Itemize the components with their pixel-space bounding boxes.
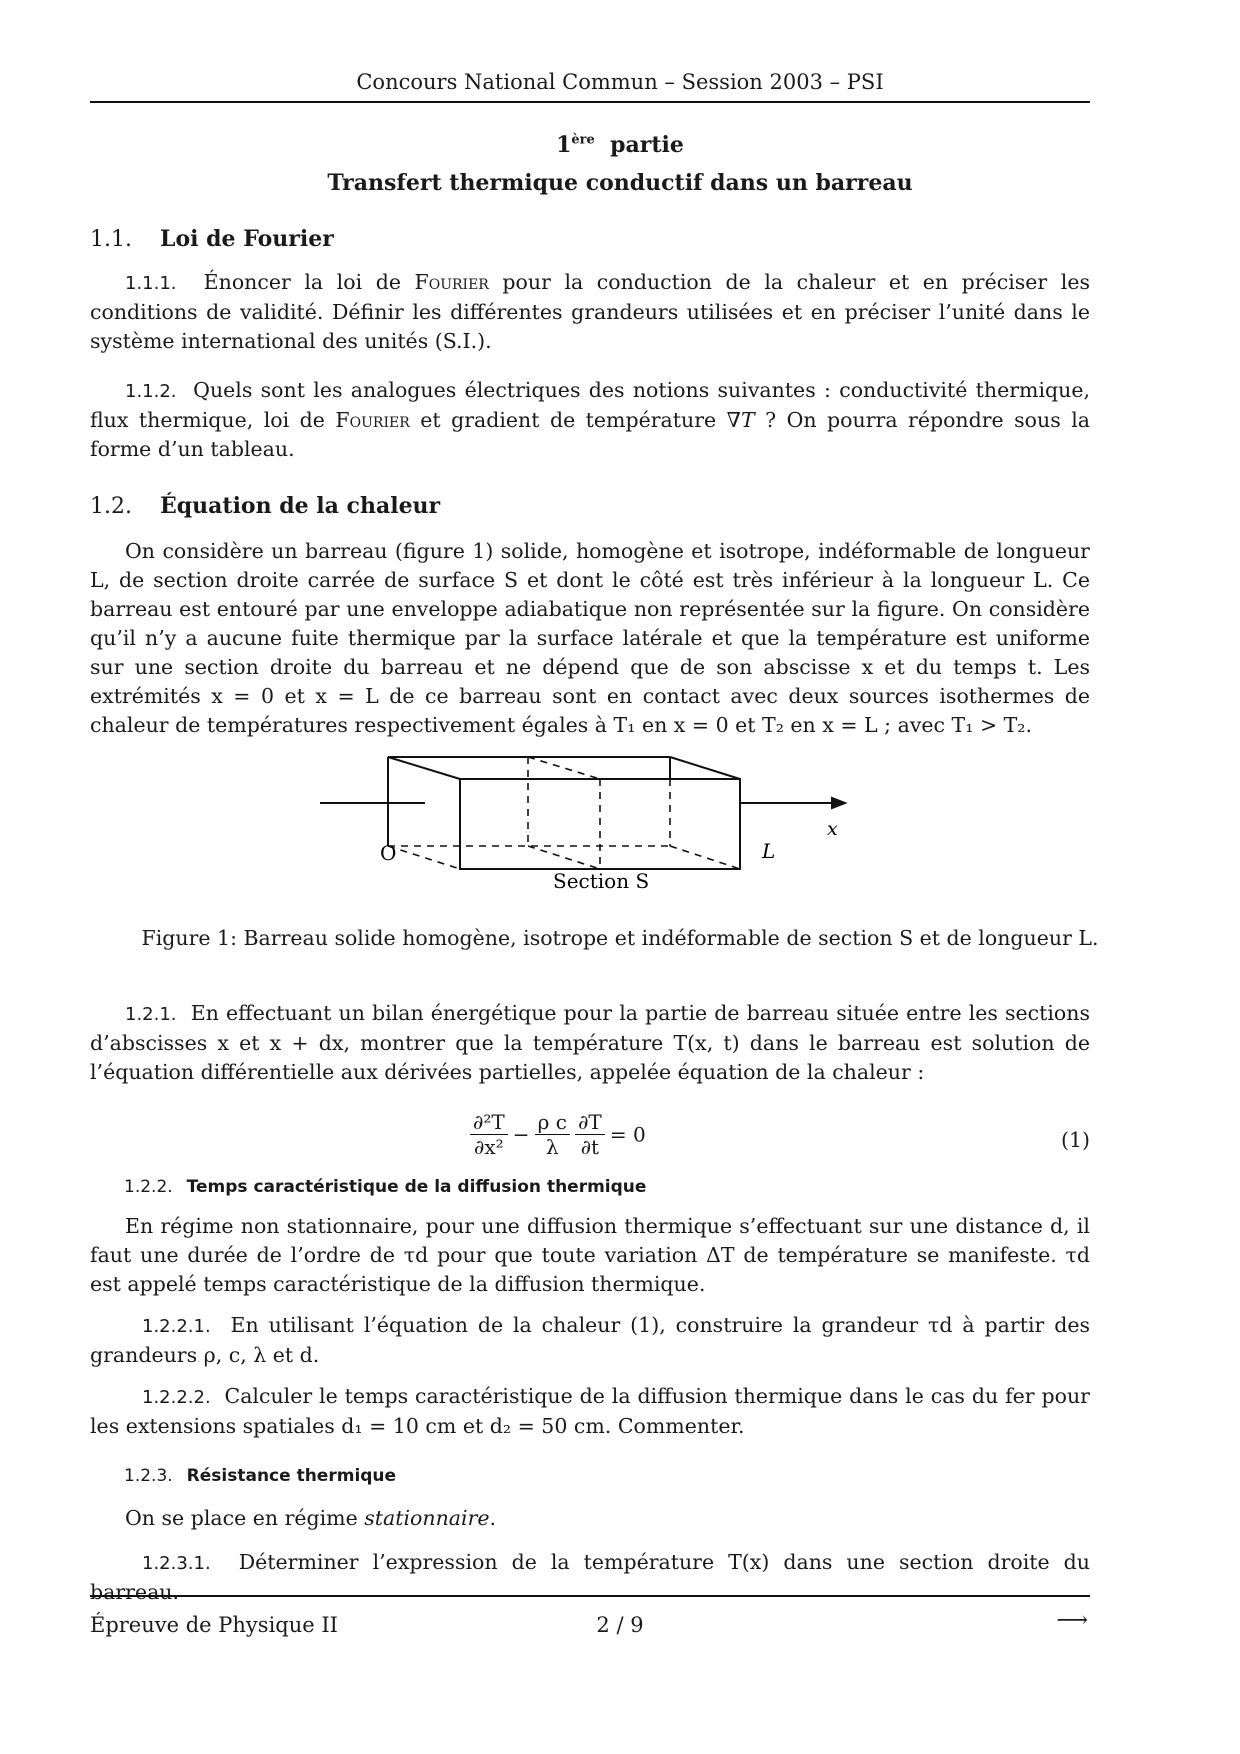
subsection-number: 1.2.2. (124, 1177, 173, 1197)
section-edge (528, 757, 600, 779)
question-text: Déterminer l’expression de la température T(x) dans une section droite du barreau. (90, 1550, 1090, 1604)
numerator: ρ c (535, 1110, 570, 1135)
header-rule (90, 101, 1090, 103)
bar-figure (300, 745, 920, 895)
origin-label: O (380, 841, 397, 865)
fraction (535, 1110, 570, 1159)
subsection-heading-1-2-2 (124, 1177, 646, 1197)
part-superscript: ère (571, 132, 595, 148)
hidden-edge (388, 846, 460, 869)
fraction (470, 1110, 508, 1159)
page-number: 2 / 9 (596, 1613, 644, 1637)
fourier-name: Fourier (335, 408, 410, 432)
footer-exam-title: Épreuve de Physique II (90, 1613, 338, 1637)
heat-equation (470, 1110, 710, 1170)
paragraph-1-2-3 (90, 1504, 1090, 1533)
section-edge (528, 846, 600, 869)
part-label: partie (610, 132, 684, 158)
equation-rhs: = 0 (609, 1122, 646, 1147)
subsection-number: 1.2.3. (124, 1466, 173, 1486)
subsection-title: Temps caractéristique de la diffusion thermique (186, 1177, 647, 1197)
intro-paragraph: On considère un barreau (figure 1) solide, homogène et isotrope, indéformable de longueur L, de section droite carrée de surface S et dont le côté est très inférieur à la longueur L. Ce barreau est entouré par une enveloppe adiabatique non représentée sur la figure. On considère qu’il n’y a aucune fuite thermique par la surface latérale et que la température est uniforme sur une section droite du barreau et ne dépend que de son abscisse x et du temps t. Les extrémités x = 0 et x = L de ce barreau sont en contact avec deux sources isothermes de chaleur de températures respectivement égales à T₁ en x = 0 et T₂ en x = L ; avec T₁ > T₂. (90, 539, 1090, 737)
question-text: Quels sont les analogues électriques des notions suivantes : conductivité thermique, flux thermique, loi de (90, 378, 1090, 432)
subsection-heading-1-2-3 (124, 1466, 396, 1486)
next-page-arrow-icon: ⟶ (1056, 1608, 1088, 1633)
subsection-title: Résistance thermique (186, 1466, 397, 1486)
numerator: ∂²T (470, 1110, 508, 1135)
bar-edge (670, 757, 740, 779)
question-text: En utilisant l’équation de la chaleur (1), construire la grandeur τd à partir des grandeurs ρ, c, λ et d. (90, 1313, 1090, 1367)
question-number: 1.2.2.1. (142, 1316, 211, 1337)
question-1-1-1 (90, 268, 1090, 356)
section-title: Équation de la chaleur (160, 493, 441, 519)
fraction (575, 1110, 605, 1159)
section-label: Section S (553, 869, 650, 893)
axis-label: x (827, 818, 838, 840)
part-subtitle: Transfert thermique conductif dans un barreau (327, 170, 913, 196)
section-number: 1.1. (90, 227, 132, 252)
question-1-2-2-2 (90, 1382, 1090, 1441)
question-1-2-2-1 (90, 1311, 1090, 1370)
length-label: L (762, 839, 776, 863)
paragraph-1-2-2: En régime non stationnaire, pour une diffusion thermique s’effectuant sur une distance d, il faut une durée de l’ordre de τd pour que toute variation ΔT de température se manifeste. τd est appelé temps caractéristique de la diffusion thermique. (90, 1214, 1090, 1296)
question-number: 1.2.2.2. (142, 1387, 211, 1408)
part-title (0, 132, 1240, 158)
figure-caption: Figure 1: Barreau solide homogène, isotrope et indéformable de section S et de longueur L. (141, 926, 1099, 950)
question-1-2-1 (90, 999, 1090, 1087)
denominator: ∂t (580, 1135, 600, 1159)
gradient-symbol: ∇T (726, 408, 755, 432)
question-1-1-2 (90, 376, 1090, 464)
paragraph-text: On se place en régime (125, 1506, 365, 1530)
footer-rule (90, 1595, 1090, 1597)
hidden-edge (670, 846, 740, 869)
denominator: λ (545, 1135, 559, 1159)
section-heading-1-2 (90, 493, 440, 519)
equation-number: (1) (1060, 1128, 1090, 1152)
numerator: ∂T (575, 1110, 605, 1135)
part-number: 1 (556, 132, 572, 158)
question-number: 1.1.1. (125, 273, 177, 294)
question-text: pour la conduction de la chaleur et en préciser les conditions de validité. Définir les différentes grandeurs utilisées et en préciser l’unité dans le système international des unités (S.I.). (90, 270, 1090, 353)
minus-sign: − (512, 1122, 530, 1147)
question-number: 1.2.3.1. (142, 1553, 211, 1574)
question-text: En effectuant un bilan énergétique pour la partie de barreau située entre les sections d’abscisses x et x + dx, montrer que la température T(x, t) dans le barreau est solution de l’équation différentielle aux dérivées partielles, appelée équation de la chaleur : (90, 1001, 1090, 1084)
question-text: ? On pourra répondre sous la forme d’un tableau. (90, 408, 1090, 461)
section-title: Loi de Fourier (160, 226, 334, 252)
section-number: 1.2. (90, 494, 132, 519)
question-text: Énoncer la loi de (203, 270, 415, 294)
section-heading-1-1 (90, 226, 334, 252)
fourier-name: Fourier (414, 270, 489, 294)
bar-edge (388, 757, 460, 779)
question-1-2-3-1 (90, 1548, 1090, 1607)
denominator: ∂x² (474, 1135, 504, 1159)
question-number: 1.2.1. (125, 1004, 177, 1025)
emphasis-text: stationnaire (364, 1506, 490, 1530)
paragraph-text: . (489, 1506, 497, 1530)
question-text: et gradient de température (409, 408, 727, 432)
axis-arrowhead (832, 798, 845, 808)
question-number: 1.1.2. (125, 381, 177, 402)
running-header: Concours National Commun – Session 2003 – PSI (356, 70, 884, 94)
question-text: Calculer le temps caractéristique de la diffusion thermique dans le cas du fer pour les extensions spatiales d₁ = 10 cm et d₂ = 50 cm. Commenter. (90, 1384, 1090, 1438)
